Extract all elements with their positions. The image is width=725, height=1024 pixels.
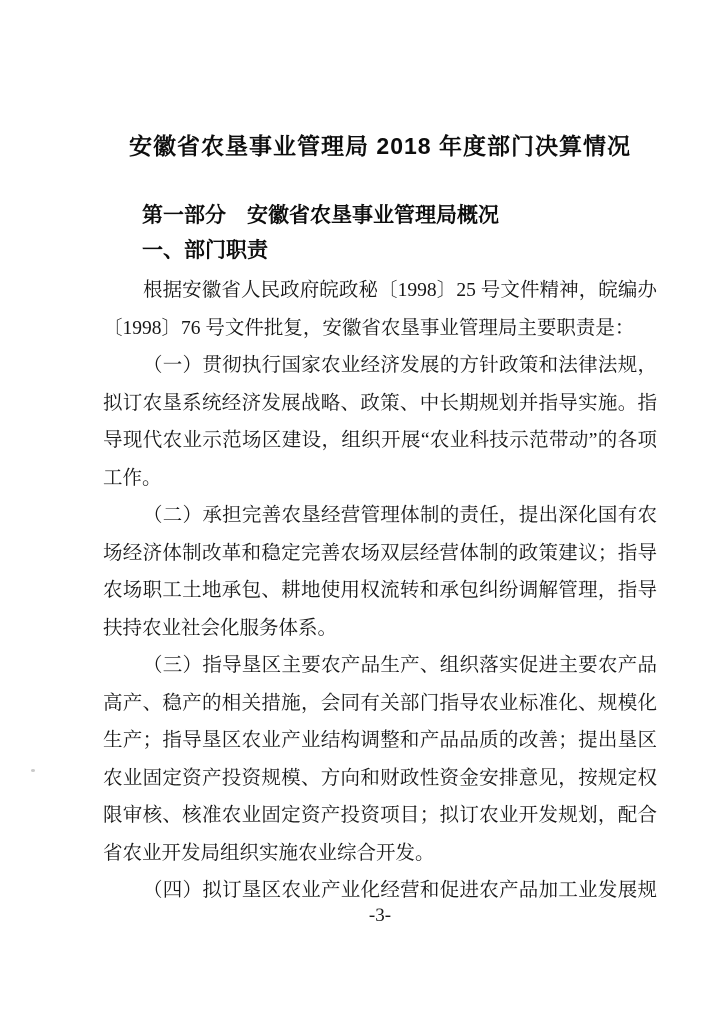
text-line: （四）拟订垦区农业产业化经营和促进农产品加工业发展规: [143, 880, 657, 901]
scan-artifact-dot: [31, 769, 35, 772]
body-paragraphs: [103, 272, 657, 910]
text-line: 拟订农垦系统经济发展战略、政策、中长期规划并指导实施。指: [103, 392, 657, 414]
text-line: 〔1998〕76 号文件批复，安徽省农垦事业管理局主要职责是：: [103, 317, 635, 339]
paragraph: [103, 497, 657, 647]
text-line: 场经济体制改革和稳定完善农场双层经营体制的政策建议；指导: [103, 542, 657, 564]
text-line: 限审核、核准农业固定资产投资项目；拟订农业开发规划，配合: [103, 805, 657, 826]
text-line: 导现代农业示范场区建设，组织开展“农业科技示范带动”的各项: [103, 430, 657, 451]
text-line: （三）指导垦区主要农产品生产、组织落实促进主要农产品: [143, 655, 657, 676]
text-line: 扶持农业社会化服务体系。: [103, 617, 338, 639]
subsection-heading-duties: 一、部门职责: [142, 239, 268, 262]
text-line: （一）贯彻执行国家农业经济发展的方针政策和法律法规，: [143, 355, 657, 376]
text-line: 生产；指导垦区农业产业结构调整和产品品质的改善；提出垦区: [103, 730, 657, 751]
text-line: 农场职工土地承包、耕地使用权流转和承包纠纷调解管理，指导: [103, 580, 657, 601]
paragraph: [103, 347, 657, 497]
paragraph: [103, 647, 657, 872]
paragraph: [103, 272, 657, 347]
paragraph: [103, 872, 657, 910]
text-line: 高产、稳产的相关措施，会同有关部门指导农业标准化、规模化: [103, 692, 657, 714]
page-number: -3-: [368, 905, 392, 926]
text-line: （二）承担完善农垦经营管理体制的责任，提出深化国有农: [143, 505, 657, 526]
text-line: 省农业开发局组织实施农业综合开发。: [103, 842, 435, 864]
text-line: 农业固定资产投资规模、方向和财政性资金安排意见，按规定权: [103, 767, 657, 789]
section-heading-part1: 第一部分 安徽省农垦事业管理局概况: [142, 204, 499, 227]
text-line: 根据安徽省人民政府皖政秘〔1998〕25 号文件精神，皖编办: [143, 280, 657, 301]
text-line: 工作。: [103, 467, 162, 489]
page-content: [103, 0, 657, 1024]
document-title: 安徽省农垦事业管理局 2018 年度部门决算情况: [129, 133, 631, 159]
